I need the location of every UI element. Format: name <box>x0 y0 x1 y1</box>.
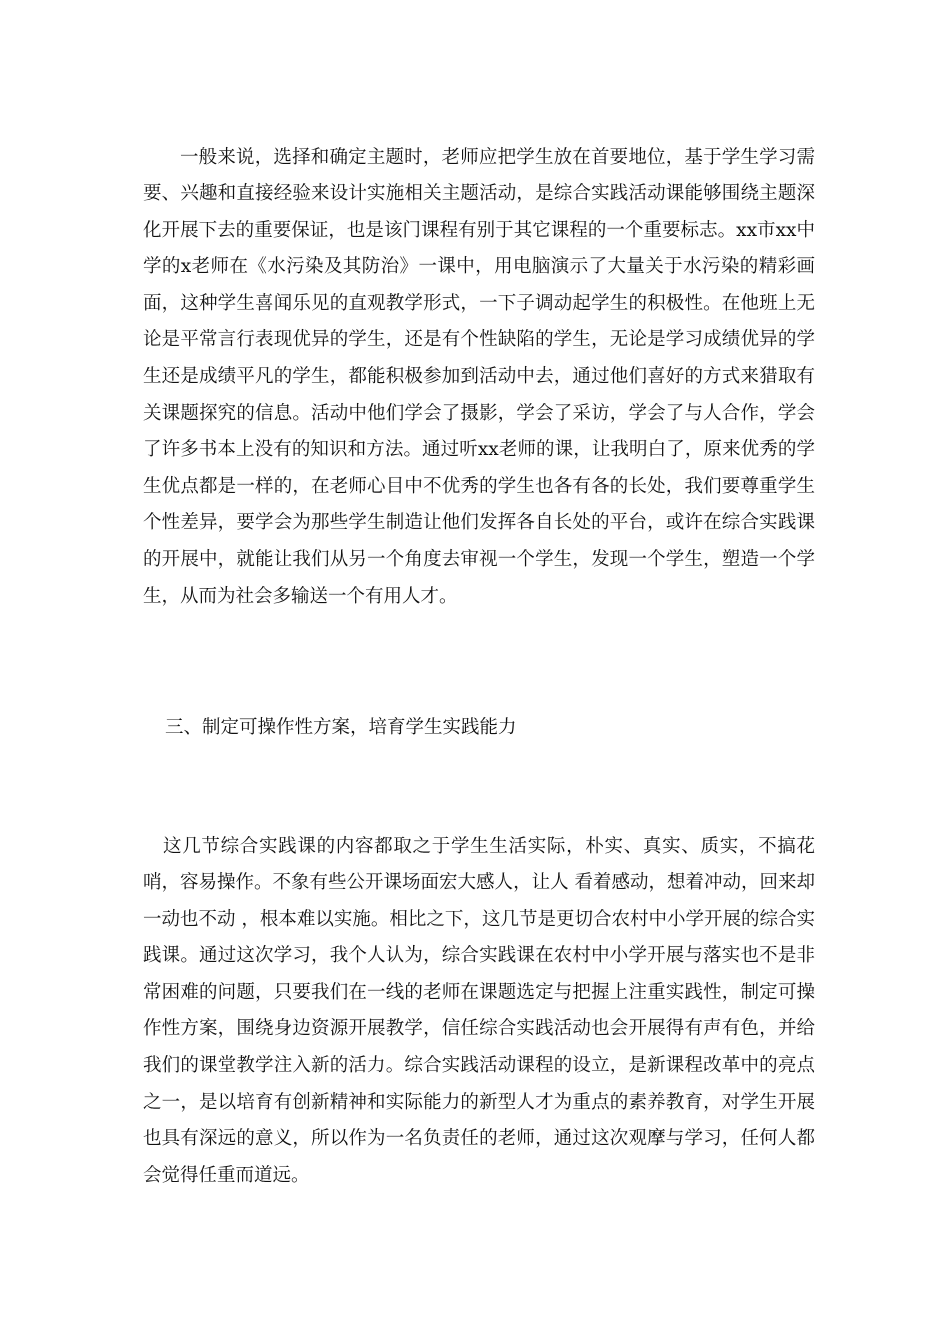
body-paragraph-2: 这几节综合实践课的内容都取之于学生生活实际，朴实、真实、质实，不搞花哨，容易操作。不象有些公开课场面宏大感人，让人 看着感动，想着冲动，回来却一动也不动 ，根本难以实施。相比之下，这几节是更切合农村中小学开展的综合实践课。通过这次学习，我个人认为，综合实践课在农村中小学开展与落实也不是非常困难的问题，只要我们在一线的老师在课题选定与把握上注重实践性，制定可操作性方案，围绕身边资源开展教学，信任综合实践活动也会开展得有声有色，并给我们的课堂教学注入新的活力。综合实践活动课程的设立，是新课程改革中的亮点之一，是以培育有创新精神和实际能力的新型人才为重点的素养教育，对学生开展也具有深远的意义，所以作为一名负责任的老师，通过这次观摩与学习，任何人都会觉得任重而道远。 <box>143 835 815 1186</box>
body-paragraph-1: 一般来说，选择和确定主题时，老师应把学生放在首要地位，基于学生学习需要、兴趣和直接经验来设计实施相关主题活动，是综合实践活动课能够围绕主题深化开展下去的重要保证，也是该门课程有别于其它课程的一个重要标志。xx市xx中学的x老师在《水污染及其防治》一课中，用电脑演示了大量关于水污染的精彩画面，这种学生喜闻乐见的直观教学形式，一下子调动起学生的积极性。在他班上无论是平常言行表现优异的学生，还是有个性缺陷的学生，无论是学习成绩优异的学生还是成绩平凡的学生，都能积极参加到活动中去，通过他们喜好的方式来猎取有关课题探究的信息。活动中他们学会了摄影，学会了采访，学会了与人合作，学会了许多书本上没有的知识和方法。通过听xx老师的课，让我明白了，原来优秀的学生优点都是一样的，在老师心目中不优秀的学生也各有各的长处，我们要尊重学生个性差异，要学会为那些学生制造让他们发挥各自长处的平台，或许在综合实践课的开展中，就能让我们从另一个角度去审视一个学生，发现一个学生，塑造一个学生，从而为社会多输送一个有用人才。 <box>143 146 815 607</box>
section-heading: 三、制定可操作性方案，培育学生实践能力 <box>165 717 517 738</box>
